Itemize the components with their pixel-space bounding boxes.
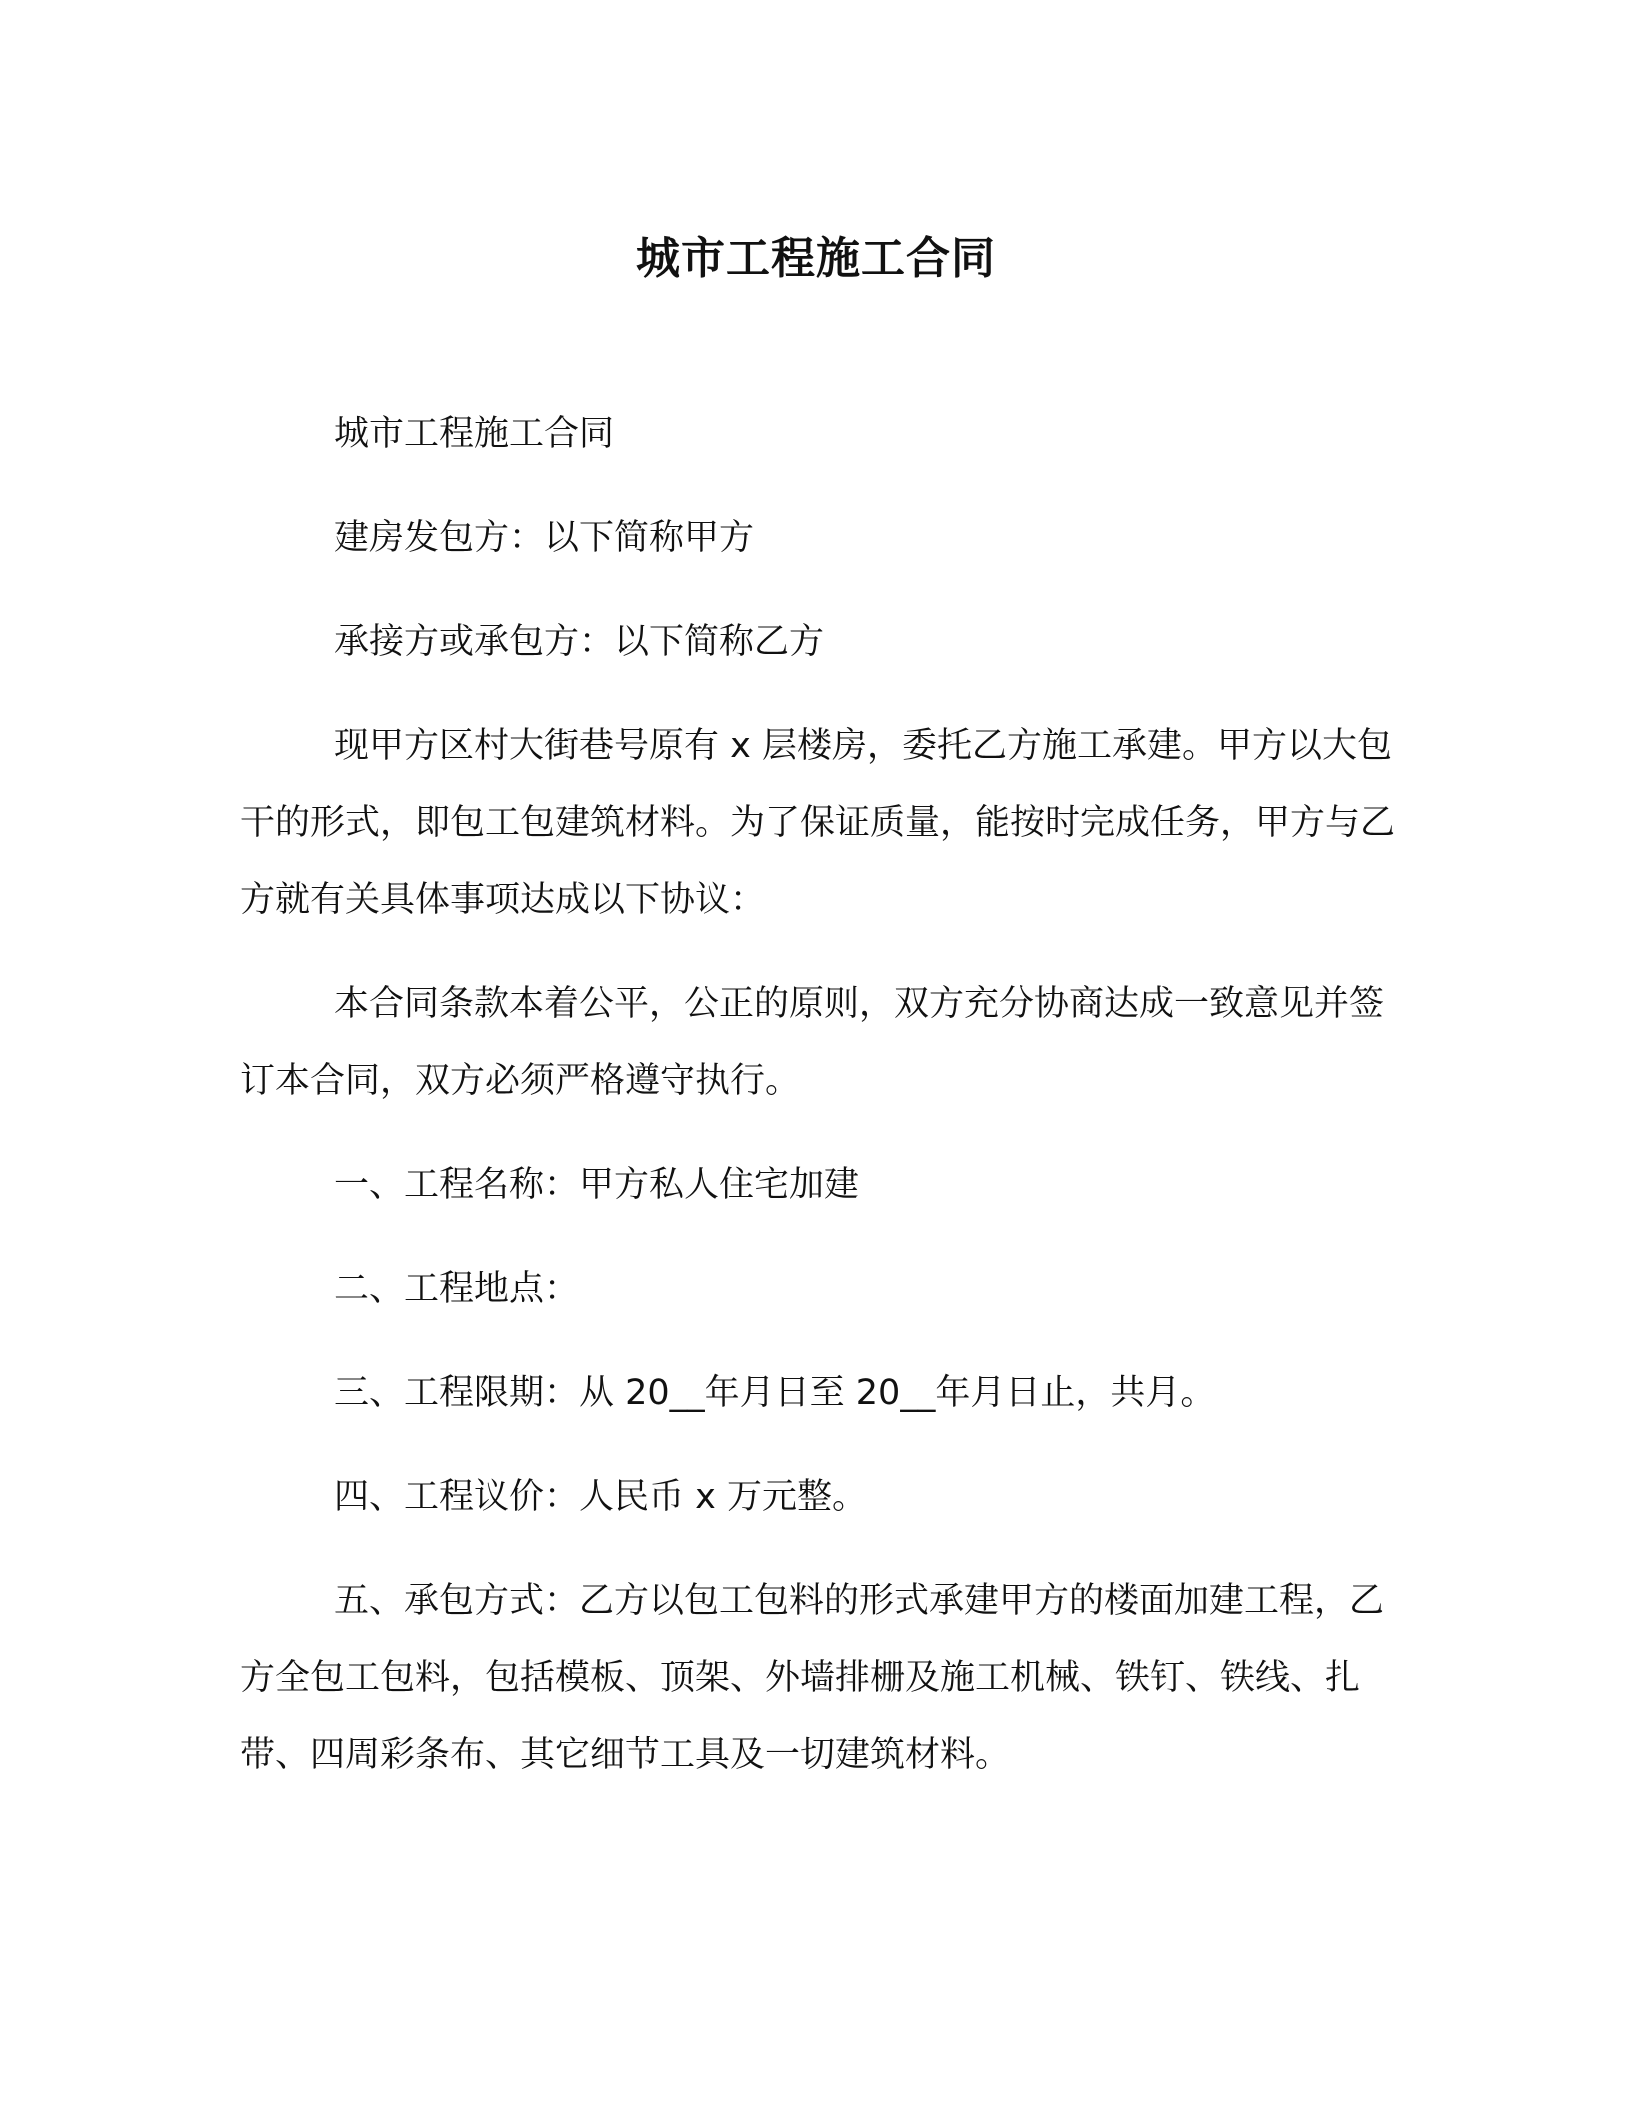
- clause-project-location: 二、工程地点：: [334, 1269, 580, 1309]
- clause-contract-method: 五、承包方式：乙方以包工包料的形式承建甲方的楼面加建工程，乙方全包工包料，包括模板、顶架、外墙排栅及施工机械、铁钉、铁线、扎带、四周彩条布、其它细节工具及一切建筑材料。: [240, 1581, 1385, 1775]
- clause-project-price: 四、工程议价：人民币 x 万元整。: [334, 1477, 867, 1517]
- paragraph-heading: 城市工程施工合同: [334, 414, 615, 454]
- paragraph-principle: 本合同条款本着公平，公正的原则，双方充分协商达成一致意见并签订本合同，双方必须严格遵守执行。: [240, 984, 1385, 1101]
- paragraph-party-a: 建房发包方：以下简称甲方: [334, 518, 755, 558]
- document-title: 城市工程施工合同: [636, 233, 996, 284]
- clause-project-period: 三、工程限期：从 20__年月日至 20__年月日止，共月。: [334, 1373, 1216, 1413]
- paragraph-background: 现甲方区村大街巷号原有 x 层楼房，委托乙方施工承建。甲方以大包干的形式，即包工包建筑材料。为了保证质量，能按时完成任务，甲方与乙方就有关具体事项达成以下协议：: [240, 726, 1396, 920]
- paragraph-party-b: 承接方或承包方：以下简称乙方: [334, 622, 825, 662]
- clause-project-name: 一、工程名称：甲方私人住宅加建: [334, 1165, 860, 1205]
- document-body: [240, 396, 1400, 1821]
